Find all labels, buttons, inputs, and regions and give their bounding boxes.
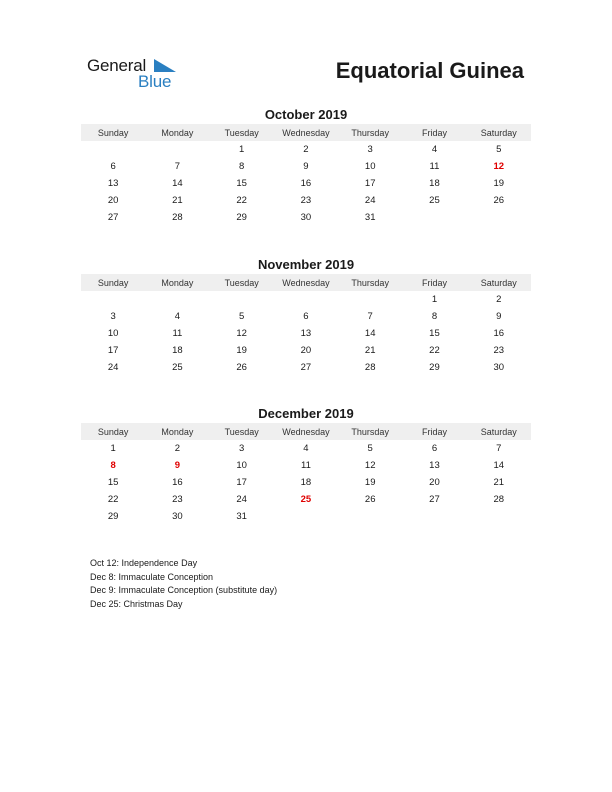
weekday-label: Thursday — [351, 426, 389, 437]
day-cell: 8 — [431, 311, 438, 322]
weekday-label: Tuesday — [224, 277, 259, 288]
week-row — [81, 308, 531, 325]
holiday-day-cell: 12 — [493, 161, 505, 172]
day-cell: 4 — [174, 311, 181, 322]
day-cell: 29 — [236, 212, 247, 223]
day-cell: 19 — [493, 178, 505, 189]
week-row — [81, 209, 531, 226]
month-title: November 2019 — [257, 257, 355, 272]
day-cell: 18 — [429, 178, 440, 189]
week-row — [81, 141, 531, 158]
day-cell: 3 — [239, 443, 245, 454]
day-cell: 21 — [172, 195, 183, 206]
weekday-label: Monday — [161, 426, 194, 437]
week-row — [81, 175, 531, 192]
weekday-label: Saturday — [480, 127, 517, 138]
day-cell: 31 — [236, 511, 247, 522]
weekday-label: Monday — [161, 127, 194, 138]
month-title: December 2019 — [258, 406, 354, 421]
day-cell: 13 — [300, 328, 312, 339]
day-cell: 6 — [431, 443, 438, 454]
day-cell: 30 — [493, 362, 505, 373]
day-cell: 22 — [429, 345, 440, 356]
country-title: Equatorial Guinea — [335, 58, 524, 83]
week-row — [81, 192, 531, 209]
week-row — [81, 342, 531, 359]
day-cell: 26 — [493, 195, 505, 206]
weekday-header — [81, 274, 531, 291]
day-cell: 17 — [107, 345, 119, 356]
holiday-day-cell: 25 — [300, 494, 312, 505]
day-cell: 2 — [303, 144, 309, 155]
day-cell: 12 — [364, 460, 376, 471]
holiday-item: Dec 25: Christmas Day — [90, 598, 183, 609]
month-december — [81, 405, 531, 525]
day-cell: 14 — [172, 178, 183, 189]
day-cell: 13 — [107, 178, 119, 189]
day-cell: 2 — [496, 294, 502, 305]
weekday-label: Monday — [161, 277, 194, 288]
weekday-label: Tuesday — [224, 426, 259, 437]
week-row — [81, 491, 531, 508]
holiday-list — [90, 557, 277, 611]
day-cell: 28 — [172, 212, 183, 223]
day-cell: 7 — [496, 443, 502, 454]
weekday-label: Friday — [421, 426, 447, 437]
holiday-day-cell: 8 — [110, 460, 116, 471]
month-grid — [81, 141, 531, 226]
day-cell: 27 — [429, 494, 440, 505]
day-cell: 23 — [493, 345, 505, 356]
day-cell: 25 — [172, 362, 183, 373]
weekday-label: Thursday — [351, 277, 389, 288]
day-cell: 3 — [110, 311, 116, 322]
month-november — [81, 256, 531, 376]
logo-word-general: General — [87, 56, 147, 75]
week-row — [81, 359, 531, 376]
day-cell: 10 — [107, 328, 119, 339]
day-cell: 25 — [429, 195, 440, 206]
day-cell: 26 — [236, 362, 247, 373]
week-row — [81, 158, 531, 175]
day-cell: 15 — [236, 178, 247, 189]
weekday-label: Wednesday — [282, 426, 330, 437]
day-cell: 2 — [174, 443, 181, 454]
weekday-header — [81, 423, 531, 440]
generalblue-logo — [87, 56, 187, 92]
day-cell: 5 — [239, 311, 245, 322]
day-cell: 29 — [107, 511, 119, 522]
day-cell: 24 — [107, 362, 119, 373]
day-cell: 7 — [367, 311, 373, 322]
day-cell: 18 — [300, 477, 312, 488]
day-cell: 20 — [107, 195, 119, 206]
day-cell: 22 — [236, 195, 247, 206]
day-cell: 11 — [172, 328, 183, 339]
weekday-label: Friday — [421, 127, 447, 138]
day-cell: 6 — [303, 311, 309, 322]
day-cell: 24 — [364, 195, 376, 206]
day-cell: 31 — [364, 212, 376, 223]
day-cell: 26 — [364, 494, 376, 505]
day-cell: 16 — [493, 328, 505, 339]
holiday-item: Oct 12: Independence Day — [90, 558, 198, 568]
day-cell: 1 — [110, 443, 116, 454]
day-cell: 6 — [110, 161, 116, 172]
weekday-label: Wednesday — [282, 127, 330, 138]
weekday-label: Saturday — [480, 277, 517, 288]
holiday-item: Dec 8: Immaculate Conception — [90, 571, 214, 582]
day-cell: 30 — [172, 511, 183, 522]
day-cell: 14 — [364, 328, 376, 339]
month-grid — [81, 440, 531, 525]
day-cell: 10 — [236, 460, 247, 471]
holiday-day-cell: 9 — [174, 460, 181, 471]
logo-triangle-icon — [154, 59, 176, 72]
month-grid — [81, 291, 531, 376]
weekday-label: Sunday — [97, 277, 129, 288]
day-cell: 3 — [367, 144, 373, 155]
day-cell: 11 — [429, 161, 440, 172]
day-cell: 27 — [300, 362, 312, 373]
day-cell: 9 — [303, 161, 309, 172]
day-cell: 30 — [300, 212, 312, 223]
weekday-label: Sunday — [97, 426, 129, 437]
day-cell: 29 — [429, 362, 440, 373]
weekday-label: Sunday — [97, 127, 129, 138]
day-cell: 9 — [496, 311, 502, 322]
day-cell: 16 — [300, 178, 312, 189]
day-cell: 28 — [493, 494, 505, 505]
month-october — [81, 106, 531, 226]
day-cell: 5 — [496, 144, 502, 155]
day-cell: 15 — [429, 328, 440, 339]
day-cell: 1 — [431, 294, 438, 305]
day-cell: 15 — [107, 477, 119, 488]
day-cell: 21 — [364, 345, 376, 356]
day-cell: 11 — [300, 460, 311, 471]
weekday-label: Friday — [421, 277, 447, 288]
day-cell: 8 — [239, 161, 245, 172]
day-cell: 13 — [429, 460, 440, 471]
logo-word-blue: Blue — [138, 72, 172, 91]
day-cell: 27 — [107, 212, 119, 223]
day-cell: 21 — [493, 477, 505, 488]
day-cell: 24 — [236, 494, 247, 505]
day-cell: 1 — [239, 144, 245, 155]
day-cell: 20 — [300, 345, 312, 356]
week-row — [81, 457, 531, 474]
day-cell: 17 — [236, 477, 247, 488]
day-cell: 14 — [493, 460, 505, 471]
day-cell: 16 — [172, 477, 183, 488]
day-cell: 19 — [236, 345, 247, 356]
day-cell: 12 — [236, 328, 247, 339]
weekday-label: Saturday — [480, 426, 517, 437]
day-cell: 7 — [174, 161, 181, 172]
day-cell: 23 — [300, 195, 312, 206]
week-row — [81, 474, 531, 491]
week-row — [81, 508, 531, 525]
day-cell: 17 — [364, 178, 376, 189]
day-cell: 10 — [364, 161, 376, 172]
weekday-label: Wednesday — [282, 277, 330, 288]
week-row — [81, 440, 531, 457]
holiday-item: Dec 9: Immaculate Conception (substitute day) — [90, 585, 278, 595]
day-cell: 28 — [364, 362, 376, 373]
day-cell: 20 — [429, 477, 440, 488]
weekday-header — [81, 124, 531, 141]
day-cell: 23 — [172, 494, 183, 505]
day-cell: 4 — [303, 443, 309, 454]
day-cell: 5 — [367, 443, 373, 454]
month-title: October 2019 — [264, 107, 348, 122]
week-row — [81, 325, 531, 342]
day-cell: 4 — [431, 144, 438, 155]
day-cell: 22 — [107, 494, 119, 505]
day-cell: 19 — [364, 477, 376, 488]
weekday-label: Tuesday — [224, 127, 259, 138]
weekday-label: Thursday — [351, 127, 389, 138]
week-row — [81, 291, 531, 308]
day-cell: 18 — [172, 345, 183, 356]
